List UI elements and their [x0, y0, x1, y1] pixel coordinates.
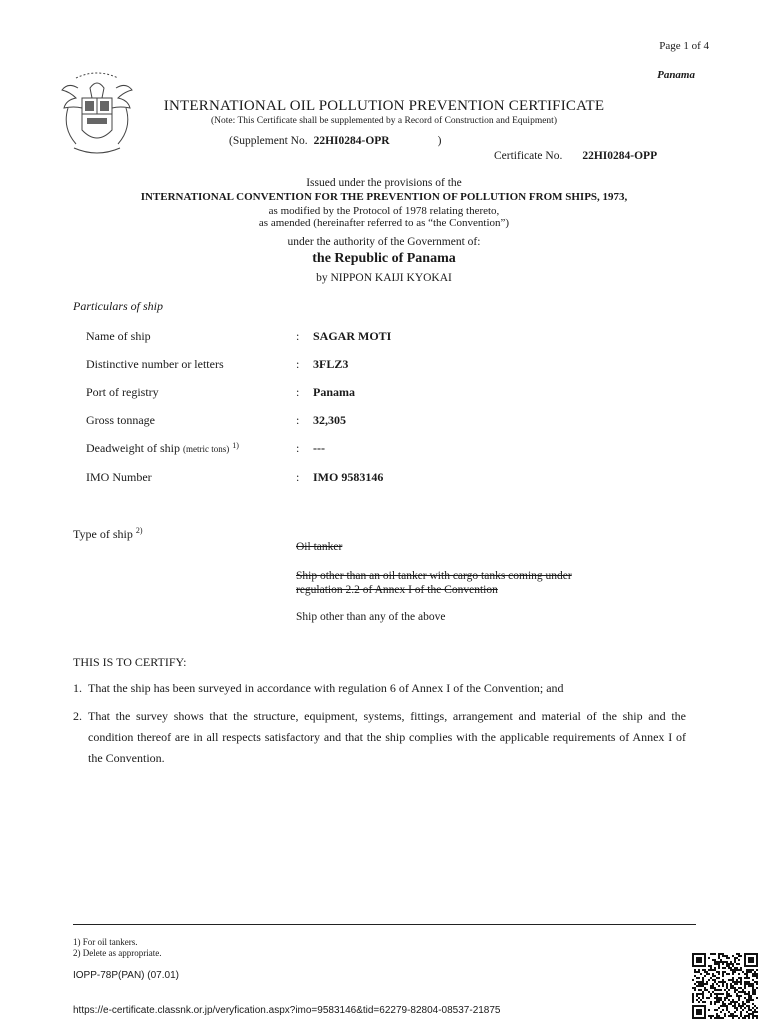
supplement-number-line — [229, 135, 441, 147]
field-label-text: Distinctive number or letters — [86, 357, 224, 371]
ship-type-option-oil-tanker: Oil tanker — [296, 541, 343, 553]
issuing-country: Panama — [657, 69, 695, 81]
ship-name-value: SAGAR MOTI — [313, 329, 392, 343]
field-colon: : — [296, 470, 300, 484]
footnote: 2) Delete as appropriate. — [73, 948, 162, 958]
supplement-close: ) — [437, 135, 442, 147]
particulars-heading: Particulars of ship — [73, 299, 164, 313]
field-colon: : — [296, 385, 300, 399]
authority-text: under the authority of the Government of: — [287, 236, 481, 248]
form-code: IOPP-78P(PAN) (07.01) — [73, 970, 179, 981]
field-label-text: Deadweight of ship — [86, 441, 180, 455]
field-label-text: IMO Number — [86, 470, 152, 484]
field-label-text: Gross tonnage — [86, 413, 155, 427]
ship-type-option-cargo-tanks: Ship other than an oil tanker with cargo tanks coming under regulation 2.2 of Annex I of the Convention — [296, 570, 572, 596]
certificate-number-label: Certificate No. — [494, 150, 563, 162]
certify-clause — [73, 678, 686, 699]
verification-qr-code-icon[interactable] — [692, 953, 758, 1019]
issuing-society: by NIPPON KAIJI KYOKAI — [316, 272, 452, 284]
ship-type-option-other: Ship other than any of the above — [296, 611, 446, 623]
footnote-marker: 2) — [135, 526, 143, 535]
field-label — [86, 470, 152, 485]
supplement-number: 22HI0284-OPR — [313, 135, 390, 147]
certificate-number: 22HI0284-OPP — [582, 150, 658, 162]
ship-type-label-text: Type of ship — [73, 527, 133, 541]
field-unit-note: (metric tons) — [182, 444, 230, 454]
clause-text: That the survey shows that the structure, equipment, systems, fittings, arrangement and material of the ship and the condition thereof are in all respects satisfactory and that the ship complies with the applicable requirements of Annex I of the Convention. — [88, 709, 686, 765]
verification-link[interactable]: https://e-certificate.classnk.or.jp/veryfication.aspx?imo=9583146&tid=62279-82804-08537-21875 — [73, 1005, 501, 1016]
government-name: the Republic of Panama — [312, 251, 456, 266]
footnote-marker: 1) — [232, 441, 239, 450]
field-label-text: Port of registry — [86, 385, 159, 399]
certify-heading: THIS IS TO CERTIFY: — [73, 655, 187, 669]
port-of-registry-value: Panama — [313, 385, 355, 399]
field-label — [86, 357, 224, 372]
clause-number: 1. — [73, 681, 82, 695]
clause-text: That the ship has been surveyed in accordance with regulation 6 of Annex I of the Convention; and — [88, 681, 564, 695]
ship-type-label — [73, 526, 143, 542]
protocol-text: as modified by the Protocol of 1978 relating thereto, — [268, 205, 500, 217]
gross-tonnage-value: 32,305 — [313, 413, 346, 427]
field-label — [86, 385, 159, 400]
field-label — [86, 441, 239, 456]
field-colon: : — [296, 413, 300, 427]
convention-name: INTERNATIONAL CONVENTION FOR THE PREVENTION OF POLLUTION FROM SHIPS, 1973, — [140, 191, 628, 203]
field-colon: : — [296, 357, 300, 371]
field-colon: : — [296, 441, 300, 455]
footnotes — [73, 937, 161, 959]
footnote: 1) For oil tankers. — [73, 937, 138, 947]
amended-text: as amended (hereinafter referred to as “the Convention”) — [258, 217, 510, 229]
clause-number: 2. — [73, 709, 82, 723]
field-label — [86, 329, 151, 344]
footnote-divider — [73, 924, 696, 925]
distinctive-number-value: 3FLZ3 — [313, 357, 349, 371]
supplement-label: (Supplement No. — [229, 135, 308, 147]
deadweight-value: --- — [313, 441, 325, 455]
field-label-text: Name of ship — [86, 329, 151, 343]
page-number: Page 1 of 4 — [659, 40, 709, 52]
issued-under-text: Issued under the provisions of the — [306, 177, 462, 189]
certify-clause — [73, 706, 686, 769]
imo-number-value: IMO 9583146 — [313, 470, 384, 484]
certificate-title: INTERNATIONAL OIL POLLUTION PREVENTION CERTIFICATE — [163, 98, 605, 114]
certificate-note: (Note: This Certificate shall be supplemented by a Record of Construction and Equipment) — [211, 116, 557, 126]
field-colon: : — [296, 329, 300, 343]
certificate-number-line — [494, 150, 657, 162]
field-label — [86, 413, 155, 428]
